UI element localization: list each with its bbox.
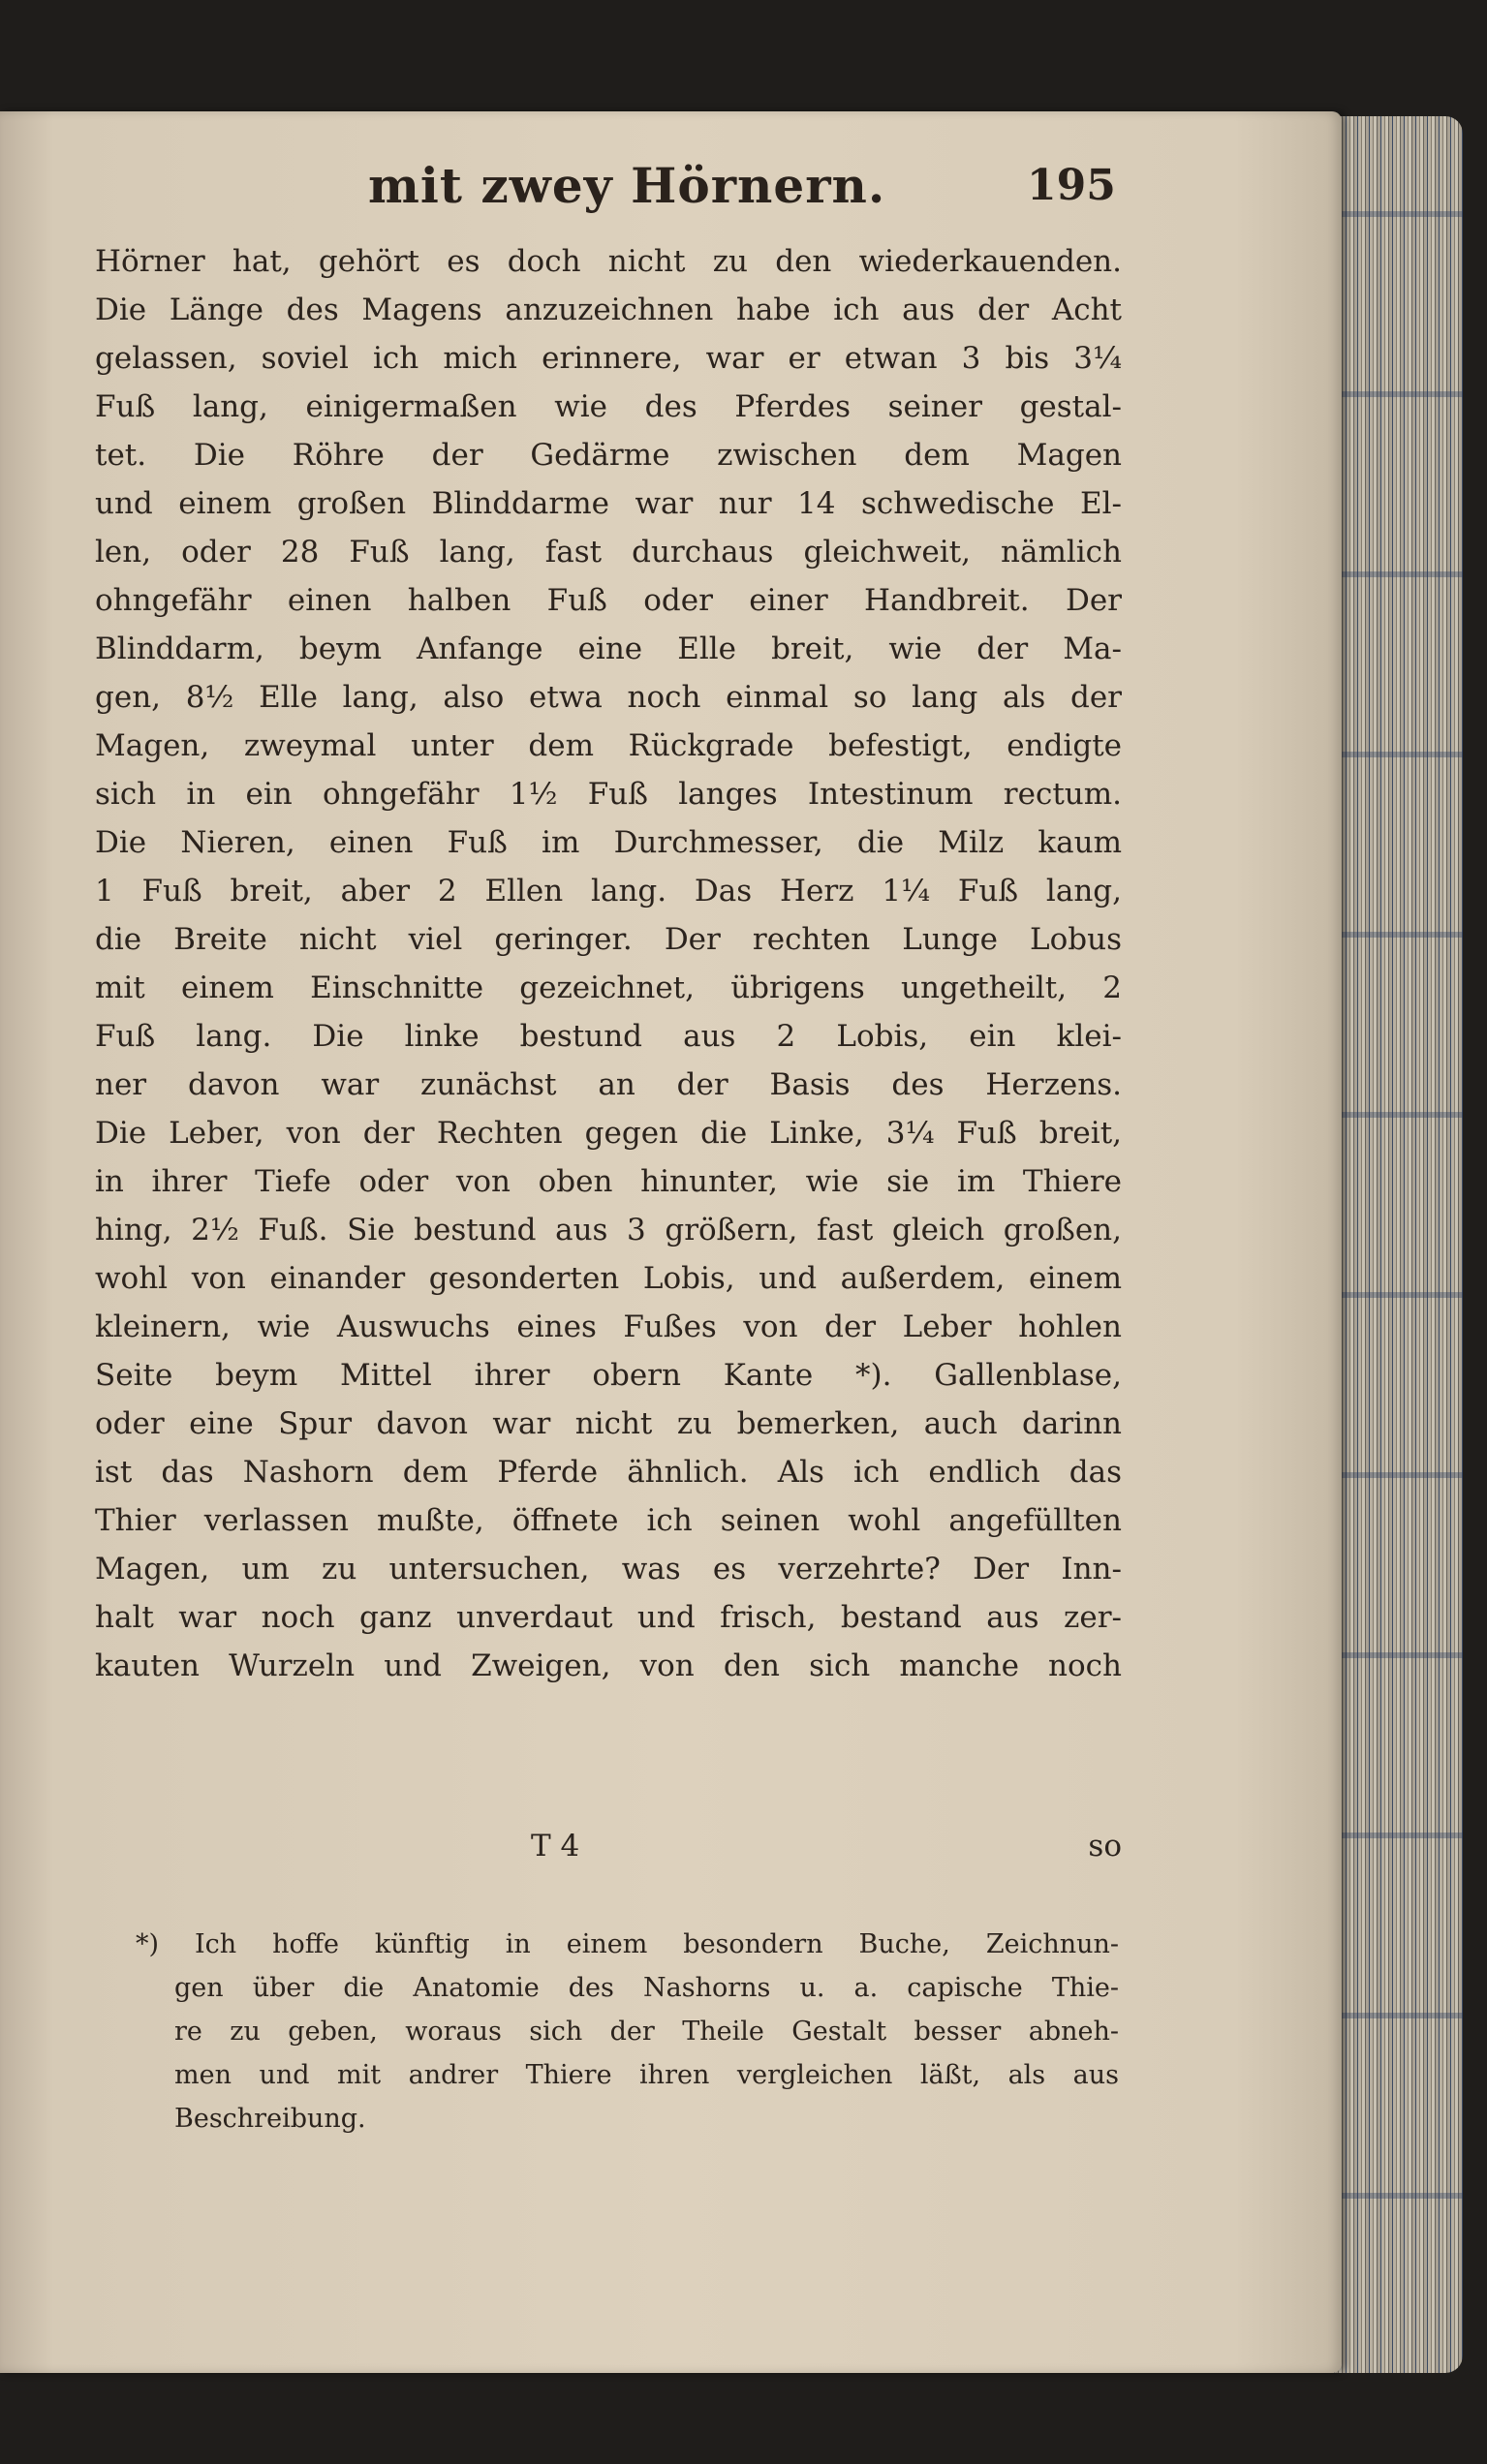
footnote-line: *) Ich hoffe künftig in einem besondern Buche, Zeichnun-: [136, 1929, 1119, 1959]
catchword: so: [1088, 1829, 1122, 1863]
running-head: [0, 157, 1342, 215]
text-line: kauten Wurzeln und Zweigen, von den sich manche noch: [95, 1648, 1122, 1683]
text-line: Blinddarm, beym Anfange eine Elle breit, wie der Ma-: [95, 631, 1122, 666]
text-line: die Breite nicht viel geringer. Der rechten Lunge Lobus: [95, 922, 1122, 957]
text-line: 1 Fuß breit, aber 2 Ellen lang. Das Herz 1¼ Fuß lang,: [95, 874, 1122, 909]
text-line: wohl von einander gesonderten Lobis, und außerdem, einem: [95, 1261, 1122, 1296]
footnote-line: gen über die Anatomie des Nashorns u. a. capische Thie-: [174, 1973, 1119, 2003]
body-text: [95, 237, 1122, 1690]
text-line: Fuß lang. Die linke bestund aus 2 Lobis, ein klei-: [95, 1019, 1122, 1054]
text-line: hing, 2½ Fuß. Sie bestund aus 3 größern, fast gleich großen,: [95, 1213, 1122, 1247]
signature-line: [95, 1829, 1122, 1877]
text-line: Die Nieren, einen Fuß im Durchmesser, die Milz kaum: [95, 825, 1122, 860]
footnote: [136, 1923, 1119, 2141]
text-line: in ihrer Tiefe oder von oben hinunter, wie sie im Thiere: [95, 1164, 1122, 1199]
text-line: und einem großen Blinddarme war nur 14 schwedische El-: [95, 486, 1122, 521]
text-line: halt war noch ganz unverdaut und frisch, bestand aus zer-: [95, 1600, 1122, 1635]
text-line: Die Leber, von der Rechten gegen die Linke, 3¼ Fuß breit,: [95, 1116, 1122, 1151]
page-number: 195: [1027, 161, 1116, 210]
text-line: Fuß lang, einigermaßen wie des Pferdes seiner gestal-: [95, 389, 1122, 424]
text-line: tet. Die Röhre der Gedärme zwischen dem Magen: [95, 438, 1122, 473]
text-line: mit einem Einschnitte gezeichnet, übrigens ungetheilt, 2: [95, 970, 1122, 1005]
footnote-line: Beschreibung.: [174, 2104, 366, 2134]
text-line: Thier verlassen mußte, öffnete ich seinen wohl angefüllten: [95, 1503, 1122, 1538]
text-line: kleinern, wie Auswuchs eines Fußes von der Leber hohlen: [95, 1309, 1122, 1344]
text-line: ohngefähr einen halben Fuß oder einer Handbreit. Der: [95, 583, 1122, 618]
footnote-line: men und mit andrer Thiere ihren vergleichen läßt, als aus: [174, 2060, 1119, 2090]
running-title: mit zwey Hörnern.: [368, 157, 886, 214]
text-line: Magen, zweymal unter dem Rückgrade befestigt, endigte: [95, 728, 1122, 763]
text-line: Die Länge des Magens anzuzeichnen habe ich aus der Acht: [95, 293, 1122, 327]
text-line: sich in ein ohngefähr 1½ Fuß langes Intestinum rectum.: [95, 777, 1122, 812]
text-line: Seite beym Mittel ihrer obern Kante *). Gallenblase,: [95, 1358, 1122, 1393]
text-line: Hörner hat, gehört es doch nicht zu den wiederkauenden.: [95, 244, 1122, 279]
footnote-line: re zu geben, woraus sich der Theile Gestalt besser abneh-: [174, 2017, 1119, 2047]
signature-mark: T 4: [531, 1829, 580, 1863]
text-line: gen, 8½ Elle lang, also etwa noch einmal so lang als der: [95, 680, 1122, 715]
text-line: Magen, um zu untersuchen, was es verzehrte? Der Inn-: [95, 1552, 1122, 1586]
text-line: len, oder 28 Fuß lang, fast durchaus gleichweit, nämlich: [95, 535, 1122, 570]
text-line: gelassen, soviel ich mich erinnere, war er etwan 3 bis 3¼: [95, 341, 1122, 376]
text-line: ist das Nashorn dem Pferde ähnlich. Als ich endlich das: [95, 1455, 1122, 1490]
text-line: ner davon war zunächst an der Basis des Herzens.: [95, 1067, 1122, 1102]
text-line: oder eine Spur davon war nicht zu bemerken, auch darinn: [95, 1406, 1122, 1441]
